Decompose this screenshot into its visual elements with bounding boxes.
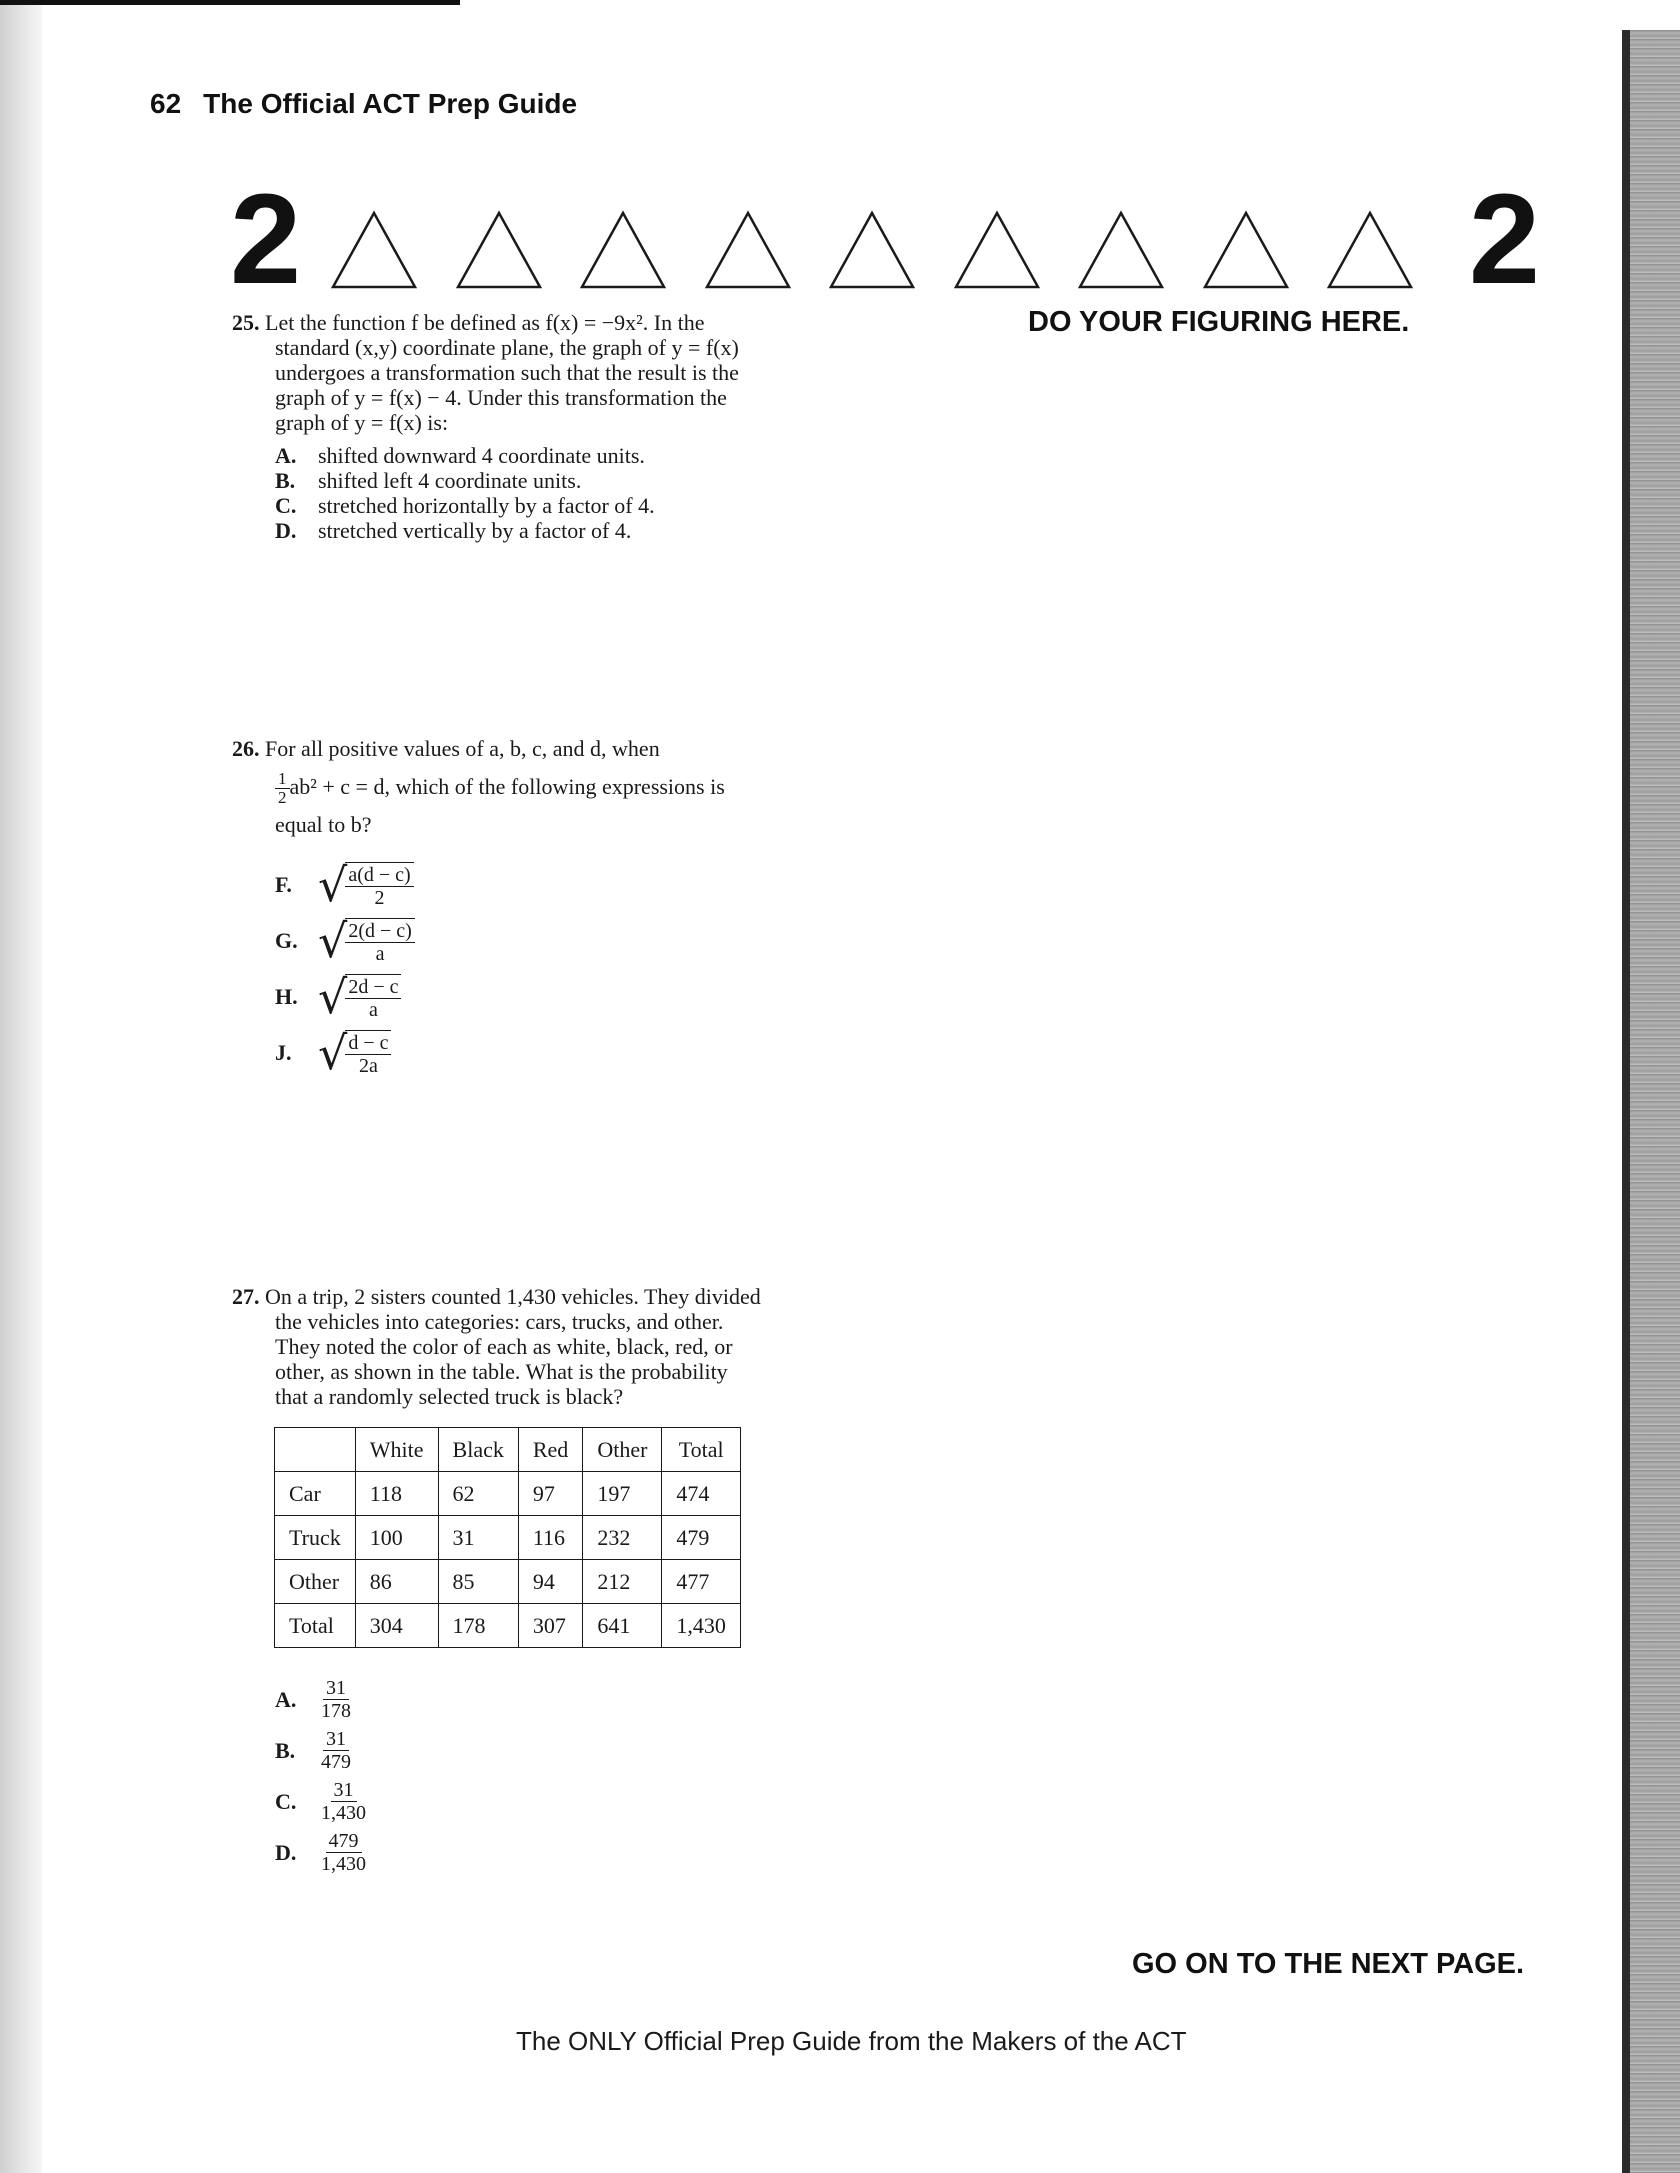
table-wrapper xyxy=(232,1427,854,1648)
fraction-numerator: 1 xyxy=(275,771,290,789)
table-cell: Total xyxy=(275,1604,356,1648)
triangle-icon xyxy=(330,210,418,290)
stem-line xyxy=(232,310,854,335)
triangle-icon xyxy=(1077,210,1165,290)
page-number: 62 xyxy=(150,88,182,119)
stem-line xyxy=(232,768,854,806)
fraction-denominator: 1,430 xyxy=(321,1853,366,1875)
answer-choices xyxy=(232,443,854,543)
answer-choice-b[interactable] xyxy=(275,1729,854,1772)
choice-letter: H. xyxy=(275,984,298,1010)
table-header-cell: Red xyxy=(518,1428,582,1472)
choice-letter: B. xyxy=(275,1738,296,1763)
table-cell: 118 xyxy=(355,1472,438,1516)
choice-text: stretched vertically by a factor of 4. xyxy=(318,518,632,543)
table-cell: 31 xyxy=(438,1516,518,1560)
radical-expression xyxy=(318,914,415,969)
book-title: The Official ACT Prep Guide xyxy=(203,88,578,119)
table-row xyxy=(275,1560,741,1604)
choice-text: stretched horizontally by a factor of 4. xyxy=(318,493,655,518)
fraction-numerator: 31 xyxy=(323,1729,349,1751)
table-cell: Other xyxy=(275,1560,356,1604)
radical-expression xyxy=(318,970,401,1025)
fraction xyxy=(345,921,414,964)
fraction xyxy=(345,977,401,1020)
go-on-next-page: GO ON TO THE NEXT PAGE. xyxy=(1132,1948,1525,1980)
fraction-denominator: 2a xyxy=(358,1055,378,1078)
table-cell: Truck xyxy=(275,1516,356,1560)
triangle-icon xyxy=(828,210,916,290)
choice-letter: A. xyxy=(275,1687,297,1712)
table-cell: 477 xyxy=(662,1560,741,1604)
choice-letter: C. xyxy=(275,1789,297,1814)
table-cell: 1,430 xyxy=(662,1604,741,1648)
page-edge-line xyxy=(1622,30,1630,2173)
fraction xyxy=(318,1729,354,1772)
triangle-icon xyxy=(455,210,543,290)
choice-letter: F. xyxy=(275,872,292,898)
table-cell: Car xyxy=(275,1472,356,1516)
choice-letter: B. xyxy=(275,468,296,493)
fraction xyxy=(345,865,413,908)
triangle-icon xyxy=(953,210,1041,290)
table-header-row xyxy=(275,1428,741,1472)
table-cell: 97 xyxy=(518,1472,582,1516)
radical-expression xyxy=(318,1026,391,1081)
running-head xyxy=(150,88,577,120)
choice-letter: G. xyxy=(275,928,298,954)
fraction-numerator: 31 xyxy=(323,1678,349,1700)
table-cell: 86 xyxy=(355,1560,438,1604)
sqrt-icon: √ xyxy=(318,1026,348,1081)
fraction xyxy=(318,1831,369,1874)
choice-letter: A. xyxy=(275,443,297,468)
table-cell: 116 xyxy=(518,1516,582,1560)
choice-letter: C. xyxy=(275,493,297,518)
stem-line: They noted the color of each as white, black, red, or xyxy=(275,1334,733,1359)
triangle-icon xyxy=(1326,210,1414,290)
section-header xyxy=(230,168,1540,311)
fraction xyxy=(318,1780,369,1823)
question-26-stem xyxy=(232,730,854,844)
answer-choice-b[interactable] xyxy=(275,468,854,493)
stem-line: graph of y = f(x) is: xyxy=(275,410,449,435)
answer-choice-d[interactable] xyxy=(275,1831,854,1874)
fraction-numerator: 31 xyxy=(331,1780,357,1802)
question-25 xyxy=(232,310,854,543)
stem-text: ab² + c = d, which of the following expressions is xyxy=(289,774,725,799)
question-number: 25. xyxy=(232,310,260,335)
table-cell: 641 xyxy=(583,1604,662,1648)
answer-choice-d[interactable] xyxy=(275,518,854,543)
fraction xyxy=(318,1678,354,1721)
table-cell: 94 xyxy=(518,1560,582,1604)
stem-text: Let the function f be defined as f(x) = −9x². In the xyxy=(265,310,705,335)
answer-choice-f[interactable] xyxy=(275,858,854,913)
question-number: 27. xyxy=(232,1284,260,1309)
choice-letter: D. xyxy=(275,518,297,543)
table-cell: 178 xyxy=(438,1604,518,1648)
table-cell: 304 xyxy=(355,1604,438,1648)
stem-line: the vehicles into categories: cars, trucks, and other. xyxy=(275,1309,724,1334)
fraction-numerator: 479 xyxy=(326,1831,362,1853)
question-27-stem xyxy=(232,1284,854,1409)
table-cell: 307 xyxy=(518,1604,582,1648)
sqrt-icon: √ xyxy=(318,970,348,1025)
triangle-icon xyxy=(579,210,667,290)
section-number-right: 2 xyxy=(1468,168,1540,311)
stem-line xyxy=(232,730,854,768)
table-header-cell: White xyxy=(355,1428,438,1472)
page-footer: The ONLY Official Prep Guide from the Makers of the ACT xyxy=(516,2026,1187,2056)
table-cell: 197 xyxy=(583,1472,662,1516)
stem-text: For all positive values of a, b, c, and d, when xyxy=(265,736,660,761)
fraction-denominator: a xyxy=(368,999,378,1022)
stem-line: standard (x,y) coordinate plane, the graph of y = f(x) xyxy=(275,335,739,360)
answer-choice-h[interactable] xyxy=(275,970,854,1025)
table-cell: 474 xyxy=(662,1472,741,1516)
fraction-denominator: 2 xyxy=(278,788,287,808)
choice-text: shifted left 4 coordinate units. xyxy=(318,468,582,493)
sqrt-icon: √ xyxy=(318,914,348,969)
stem-line: that a randomly selected truck is black? xyxy=(275,1384,624,1409)
figuring-label: DO YOUR FIGURING HERE. xyxy=(1028,306,1410,338)
stem-line: equal to b? xyxy=(275,812,372,838)
section-number-left: 2 xyxy=(230,168,302,311)
fraction-numerator: 2(d − c) xyxy=(345,921,414,943)
table-cell: 62 xyxy=(438,1472,518,1516)
triangle-icon xyxy=(1202,210,1290,290)
answer-choice-j[interactable] xyxy=(275,1026,854,1081)
answer-choice-a[interactable] xyxy=(275,1678,854,1721)
choice-text: shifted downward 4 coordinate units. xyxy=(318,443,645,468)
fraction-denominator: 178 xyxy=(321,1700,351,1722)
one-half-fraction xyxy=(275,771,290,806)
table-cell: 479 xyxy=(662,1516,741,1560)
fraction xyxy=(345,1033,391,1076)
vehicle-table xyxy=(274,1427,741,1648)
table-header-cell: Other xyxy=(583,1428,662,1472)
table-header-cell: Black xyxy=(438,1428,518,1472)
book-binding-shadow xyxy=(0,0,42,2173)
fraction-numerator: 2d − c xyxy=(345,977,401,999)
answer-choice-c[interactable] xyxy=(275,1780,854,1823)
sqrt-icon: √ xyxy=(318,858,348,913)
triangle-icon xyxy=(704,210,792,290)
answer-choices xyxy=(232,1678,854,1874)
top-rule xyxy=(0,0,460,5)
table-cell: 100 xyxy=(355,1516,438,1560)
fraction-denominator: 1,430 xyxy=(321,1802,366,1824)
choice-letter: J. xyxy=(275,1040,292,1066)
answer-choice-c[interactable] xyxy=(275,493,854,518)
stem-line xyxy=(232,1284,854,1309)
answer-choices xyxy=(232,858,854,1081)
page-edge-shadow xyxy=(1624,30,1680,2173)
radical-expression xyxy=(318,858,414,913)
answer-choice-g[interactable] xyxy=(275,914,854,969)
fraction-numerator: d − c xyxy=(345,1033,391,1055)
question-26 xyxy=(232,730,854,1086)
stem-line: graph of y = f(x) − 4. Under this transformation the xyxy=(275,385,727,410)
answer-choice-a[interactable] xyxy=(275,443,854,468)
table-header-cell: Total xyxy=(662,1428,741,1472)
table-cell: 232 xyxy=(583,1516,662,1560)
question-25-stem xyxy=(232,310,854,435)
fraction-numerator: a(d − c) xyxy=(345,865,413,887)
stem-line: other, as shown in the table. What is the probability xyxy=(275,1359,728,1384)
choice-letter: D. xyxy=(275,1840,297,1865)
fraction-denominator: 479 xyxy=(321,1751,351,1773)
stem-text: On a trip, 2 sisters counted 1,430 vehicles. They divided xyxy=(265,1284,761,1309)
table-row xyxy=(275,1604,741,1648)
table-row xyxy=(275,1516,741,1560)
table-cell: 212 xyxy=(583,1560,662,1604)
fraction-denominator: 2 xyxy=(374,887,385,910)
table-header-cell xyxy=(275,1428,356,1472)
table-cell: 85 xyxy=(438,1560,518,1604)
question-27 xyxy=(232,1284,854,1882)
stem-line: undergoes a transformation such that the result is the xyxy=(275,360,739,385)
question-number: 26. xyxy=(232,736,260,761)
table-row xyxy=(275,1472,741,1516)
fraction-denominator: a xyxy=(375,943,385,966)
